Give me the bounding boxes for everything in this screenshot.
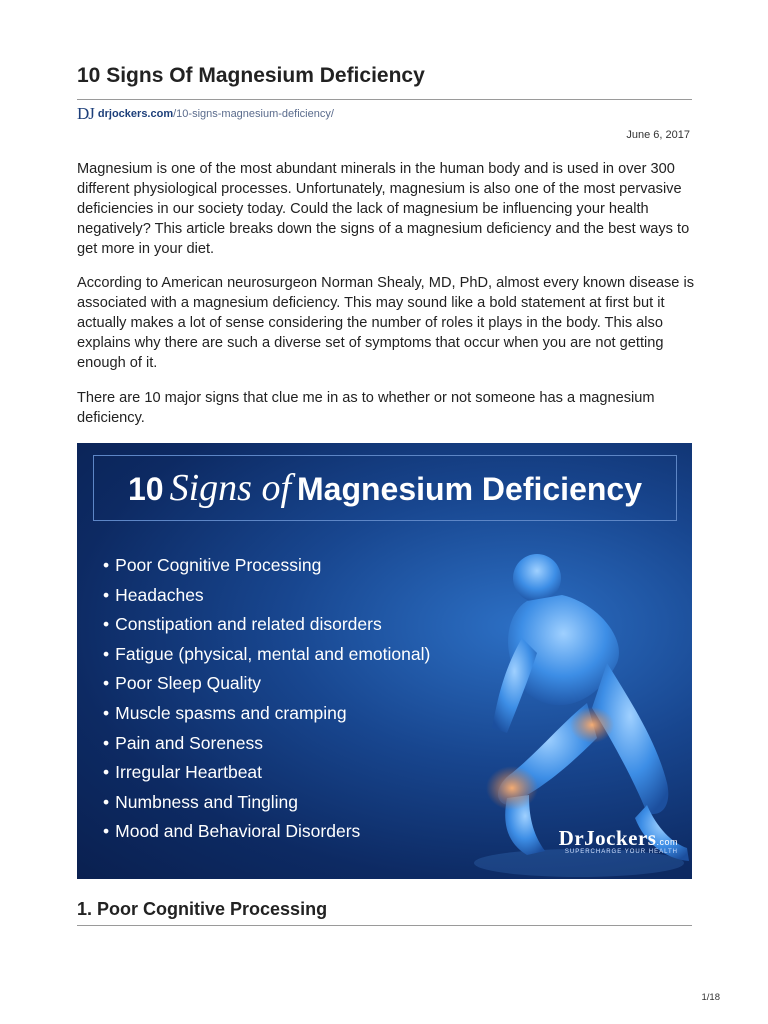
sign-item: • Numbness and Tingling [103,788,430,818]
brand-name-text: DrJockers [558,826,657,850]
signs-list [103,551,430,847]
major-signs-paragraph: There are 10 major signs that clue me in as to whether or not someone has a magnesium deficiency. [77,390,655,426]
infographic-title-box [93,455,677,521]
sign-item: • Constipation and related disorders [103,610,430,640]
shealy-paragraph: According to American neurosurgeon Norman Shealy, MD, PhD, almost every known disease is associated with a magnesium deficiency. This may sound like a bold statement at first but it actually makes a lot of sense considering the number of roles it plays in the body. This also explains why there are such a diverse set of symptoms that occur when you are not getting enough of it. [77,275,695,371]
magnesium-infographic [77,443,692,879]
sign-item: • Mood and Behavioral Disorders [103,817,430,847]
infographic-title-script: Signs of [169,467,291,509]
sign-item: • Poor Cognitive Processing [103,551,430,581]
publish-date: June 6, 2017 [626,129,690,141]
sign-item: • Headaches [103,581,430,611]
intro-paragraph: Magnesium is one of the most abundant minerals in the human body and is used in over 300 different physiological processes. Unfortunately, magnesium is also one of the most pervasive deficiencies in our society today. Could the lack of magnesium be influencing your health negatively? This article breaks down the signs of a magnesium deficiency and the best ways to get more in your diet. [77,161,690,257]
brand-name [559,826,678,851]
drjockers-brand-logo [559,826,678,855]
sign-item: • Poor Sleep Quality [103,669,430,699]
brand-tagline: SUPERCHARGE YOUR HEALTH [564,849,678,855]
sign-item: • Muscle spasms and cramping [103,699,430,729]
source-path[interactable]: /10-signs-magnesium-deficiency/ [173,108,334,120]
section-divider [77,925,692,926]
page-title: 10 Signs Of Magnesium Deficiency [77,64,425,87]
title-divider [77,99,692,100]
source-domain[interactable]: drjockers.com [97,108,174,120]
sign-item: • Pain and Soreness [103,729,430,759]
source-link[interactable] [77,104,334,124]
drjockers-logo-icon: DJ [77,104,94,123]
sign-item: • Fatigue (physical, mental and emotional) [103,640,430,670]
infographic-title-number: 10 [128,471,164,507]
page-number: 1/18 [701,992,720,1003]
brand-suffix: .com [656,837,678,847]
section-heading: 1. Poor Cognitive Processing [77,899,328,919]
infographic-title-main: Magnesium Deficiency [297,471,642,507]
infographic-title [128,466,642,510]
sign-item: • Irregular Heartbeat [103,758,430,788]
